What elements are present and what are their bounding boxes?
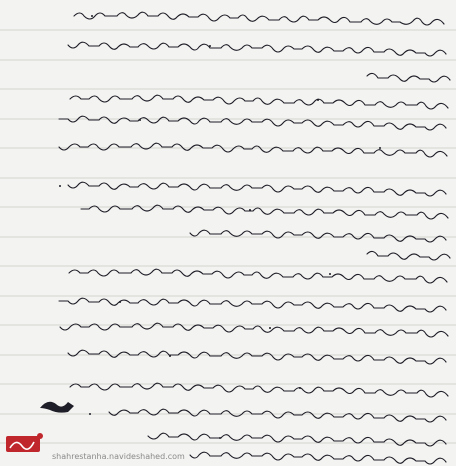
watermark-site-url: shahrestanha.navideshahed.com [52, 452, 185, 461]
watermark-logo-icon [4, 430, 46, 454]
signature-mark [40, 402, 74, 413]
